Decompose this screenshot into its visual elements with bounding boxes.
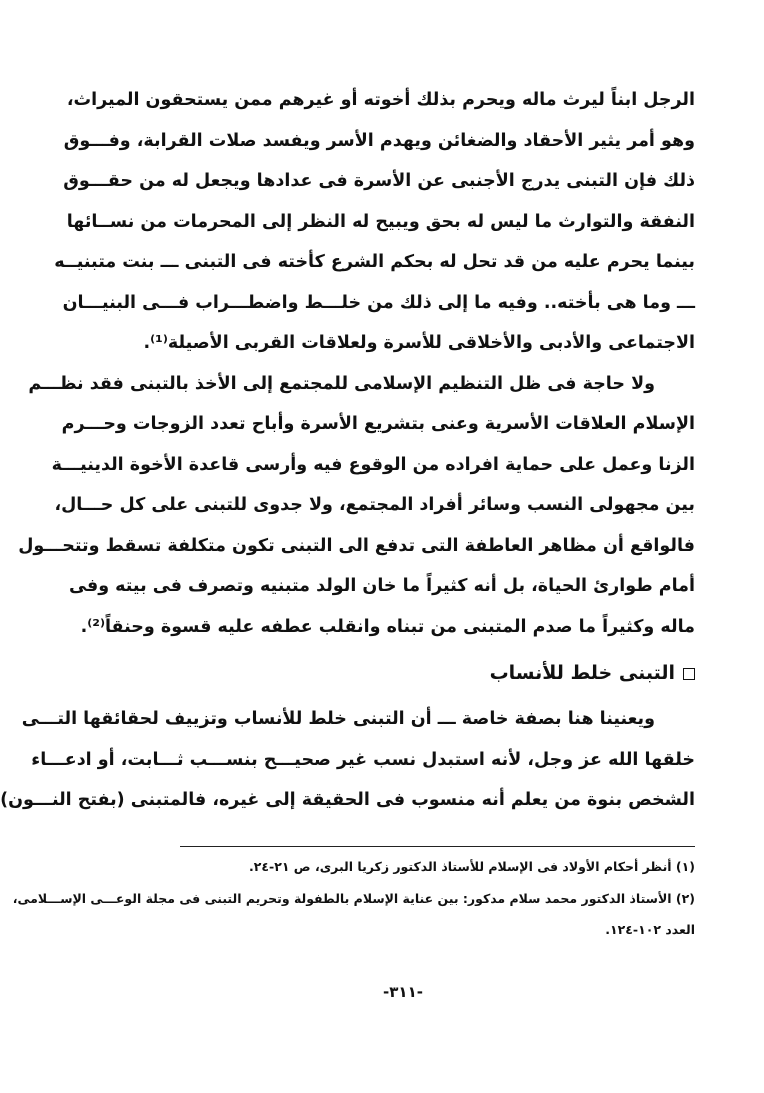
text-line: الزنا وعمل على حماية افراده من الوقوع فيه وأرسى قاعدة الأخوة الدينيـــة [51,454,695,475]
text-line: وهو أمر يثير الأحقاد والضغائن ويهدم الأسر ويفسد صلات القرابة، وفـــوق [63,130,695,151]
paragraph-2 [18,364,695,648]
text-line: ويعنينا هنا بصفة خاصة ـــ أن التبنى خلط للأنساب وتزييف لحقائقها التـــى [21,709,655,729]
footnote-2-continued: العدد ١٠٢-١٢٤. [605,922,695,937]
text-line: الشخص بنوة من يعلم أنه منسوب فى الحقيقة إلى غيره، فالمتبنى (بفتح النـــون) [0,790,695,810]
square-bullet-icon [683,668,695,680]
text-line: النفقة والتوارث ما ليس له بحق ويبيح له النظر إلى المحرمات من نســائها [66,211,695,232]
text-line: أمام طوارئ الحياة، بل أنه كثيراً ما خان الولد متبنيه وتصرف فى بيته وفى [69,576,695,596]
paragraph-3 [0,699,695,821]
section-heading-text: التبنى خلط للأنساب [489,662,675,684]
paragraph-1 [54,80,695,364]
text-line: فالواقع أن مظاهر العاطفة التى تدفع الى التبنى تكون متكلفة تسقط وتتحـــول [18,535,695,556]
text-line: الاجتماعى والأدبى والأخلاقى للأسرة ولعلاقات القربى الأصيلة⁽¹⁾. [143,333,695,353]
text-line: بينما يحرم عليه من قد تحل له بحكم الشرع كأخته فى التبنى ـــ بنت متبنيــه [54,252,695,272]
section-heading [110,653,695,693]
footnote-divider [180,846,695,847]
text-line: بين مجهولى النسب وسائر أفراد المجتمع، ولا جدوى للتبنى على كل حـــال، [54,495,695,515]
body-text [0,80,695,821]
text-line: ماله وكثيراً ما صدم المتبنى من تبناه وانقلب عطفه عليه قسوة وحنقاً⁽²⁾. [80,616,695,637]
page-number: -٣١١- [383,983,423,1001]
footnote-2: (٢) الأستاذ الدكتور محمد سلام مدكور: بين عناية الإسلام بالطفولة وتحريم التبنى فى مجلة الوعـــى الإســـلامى، [12,891,695,906]
text-line: الإسلام العلاقات الأسرية وعنى بتشريع الأسرة وأباح تعدد الزوجات وحـــرم [61,414,695,434]
text-line: خلقها الله عز وجل، لأنه استبدل نسب غير صحيـــح بنســـب ثـــابت، أو ادعـــاء [31,749,695,770]
text-line: ـــ وما هى بأخته.. وفيه ما إلى ذلك من خلـــط واضطـــراب فـــى البنيـــان [62,292,695,313]
text-line: الرجل ابناً ليرث ماله ويحرم بذلك أخوته أو غيرهم ممن يستحقون الميراث، [66,90,695,110]
text-line: ذلك فإن التبنى يدرج الأجنبى عن الأسرة فى عدادها ويجعل له من حقـــوق [63,171,695,191]
footnote-1: (١) أنظر أحكام الأولاد فى الإسلام للأستاذ الدكتور زكريا البرى، ص ٢١-٢٤. [248,859,695,874]
text-line: ولا حاجة فى ظل التنظيم الإسلامى للمجتمع إلى الأخذ بالتبنى فقد نظـــم [28,373,655,394]
